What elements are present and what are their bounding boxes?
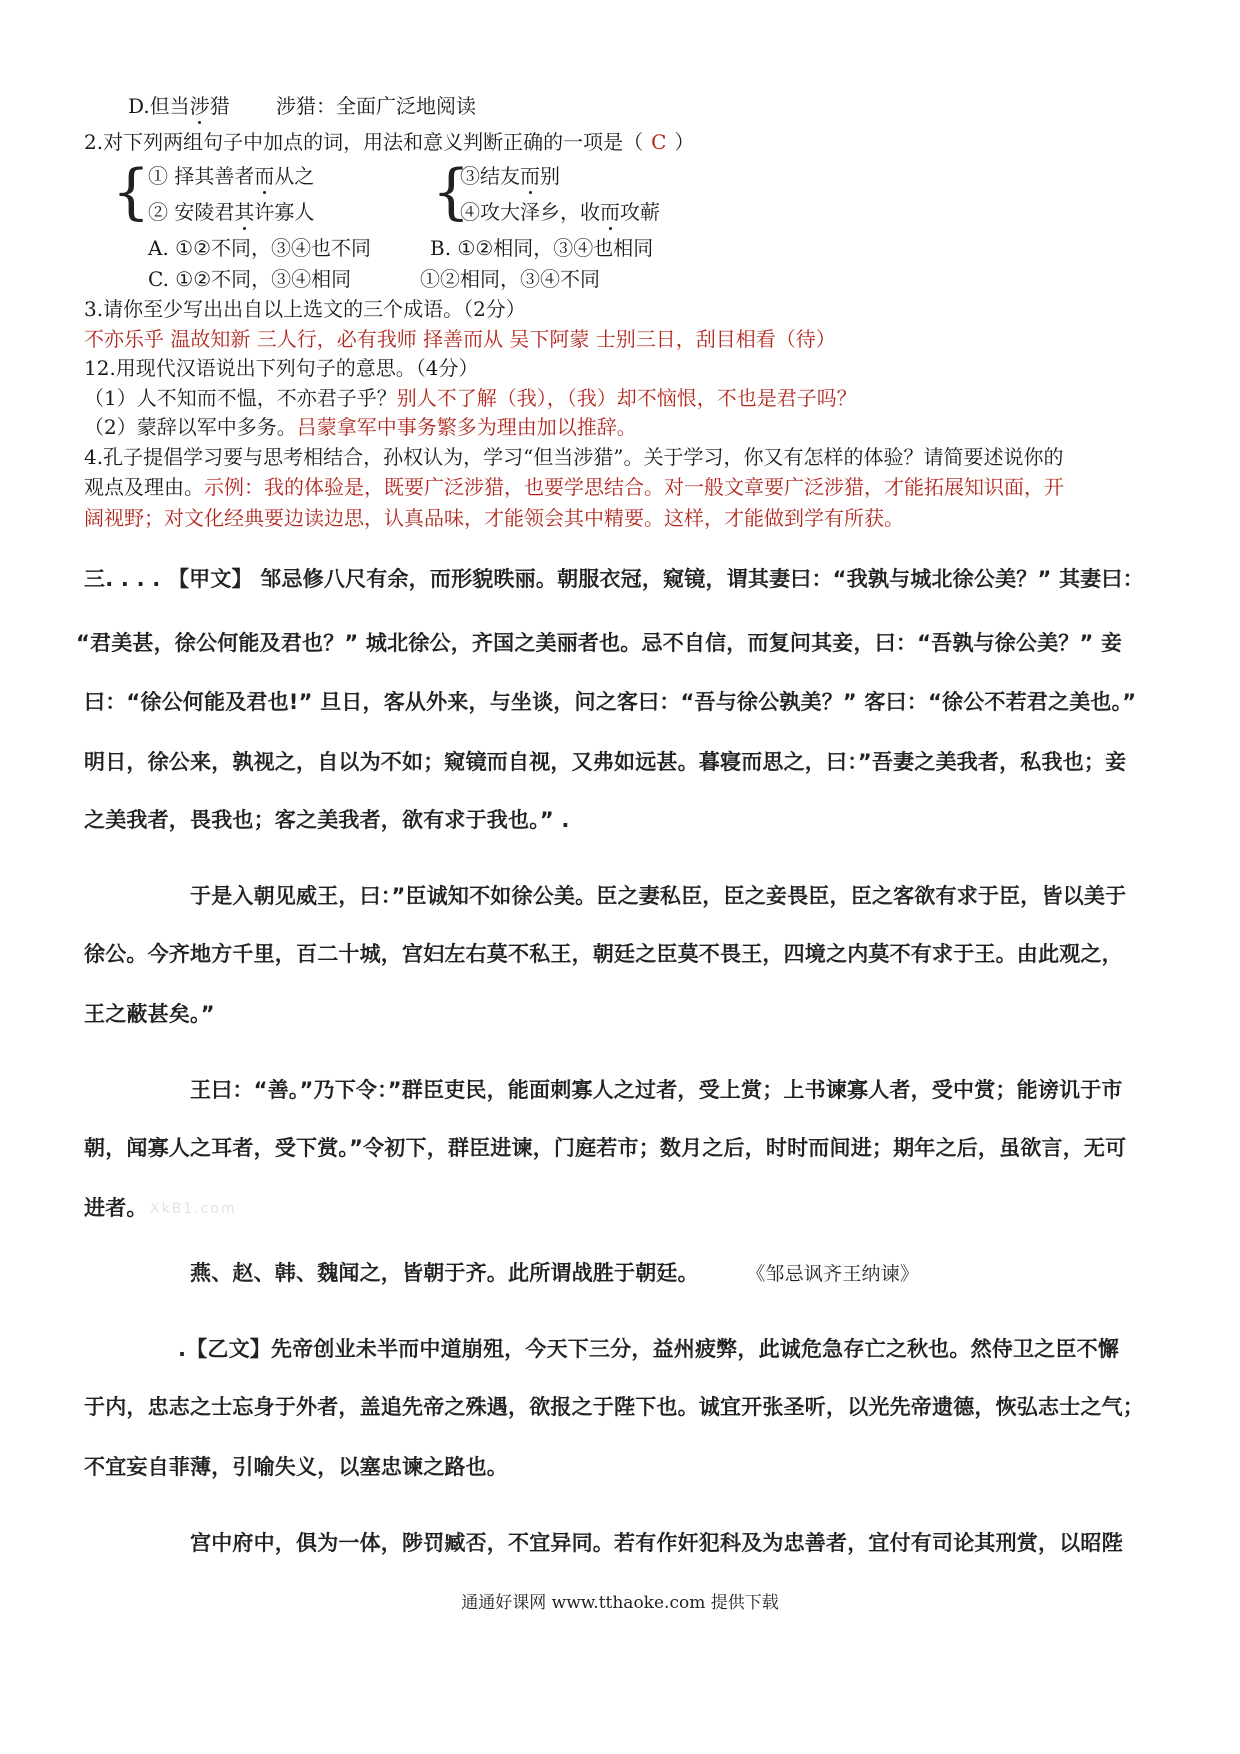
- q2-s1-b: 从之: [274, 164, 315, 188]
- q2-s3-dot: 而: [520, 164, 540, 188]
- q12-l1-question: （1）人不知而不愠，不亦君子乎？: [84, 386, 397, 410]
- q2-option-c: C. ①②不同，③④相同: [148, 267, 352, 291]
- q12-l2-answer: 吕蒙拿军中事务繁多为理由加以推辞。: [296, 415, 637, 439]
- q1-d-dotted-char: 涉: [189, 94, 210, 118]
- q1-d-text-b: 猎: [209, 94, 230, 118]
- q1-d-gloss: 涉猎：全面广泛地阅读: [276, 94, 477, 118]
- q4-l2-answer: 示例：我的体验是，既要广泛涉猎，也要学思结合。对一般文章要广泛涉猎，才能拓展知识面，开: [204, 475, 1064, 499]
- watermark: XkB1.com: [150, 1201, 237, 1217]
- sec3-p2-line-3: 王之蔽甚矣。”: [84, 1002, 215, 1026]
- q3-answer: 不亦乐乎 温故知新 三人行，必有我师 择善而从 吴下阿蒙 士别三日，刮目相看（待）: [84, 327, 836, 351]
- sec3-p3-line-3: 进者。: [84, 1196, 148, 1220]
- q2-stem: [84, 130, 694, 154]
- q2-sentence-3: [460, 164, 560, 188]
- sec3-jia-line-2: “君美甚，徐公何能及君也？” 城北徐公，齐国之美丽者也。忌不自信，而复问其妾，曰：“吾孰与徐公美？” 妾: [76, 631, 1123, 655]
- q4-l2-text: 观点及理由。: [84, 475, 204, 499]
- q2-stem-text: 2.对下列两组句子中加点的词，用法和意义判断正确的一项是（: [84, 130, 644, 154]
- page-footer: 通通好课网 www.tthaoke.com 提供下载: [461, 1593, 779, 1613]
- q1-d-text-a: D.但当: [128, 94, 190, 118]
- q2-s3-a: ③结友: [460, 164, 520, 188]
- q2-s3-b: 别: [540, 164, 560, 188]
- q2-answer: C: [651, 130, 667, 154]
- q2-stem-end: ）: [674, 130, 695, 154]
- q4-line-3: 阔视野；对文化经典要边读边思，认真品味，才能领会其中精要。这样，才能做到学有所获。: [84, 506, 904, 530]
- q2-s4-a: ④攻大泽乡，收: [460, 200, 600, 224]
- q2-option-b: B. ①②相同，③④也相同: [430, 236, 654, 260]
- sec3-yi-p2: 宫中府中，俱为一体，陟罚臧否，不宜异同。若有作奸犯科及为忠善者，宜付有司论其刑赏，以昭陛: [190, 1531, 1123, 1555]
- sec3-p3-line-2: 朝，闻寡人之耳者，受下赏。”令初下，群臣进谏，门庭若市；数月之后，时时而间进；期年之后，虽欲言，无可: [84, 1136, 1127, 1160]
- q2-sentence-2: [148, 200, 314, 224]
- q4-line-2: [84, 475, 1064, 499]
- q2-option-d: ①②相同，③④不同: [420, 267, 600, 291]
- q4-line-1: 4.孔子提倡学习要与思考相结合，孙权认为，学习“但当涉猎”。关于学习，你又有怎样的体验？请简要述说你的: [84, 445, 1064, 469]
- q2-s4-dot: 而: [600, 200, 620, 224]
- sec3-jia-line-3: 曰：“徐公何能及君也!” 旦日，客从外来，与坐谈，问之客曰：“吾与徐公孰美？” 客曰：“徐公不若君之美也。”: [84, 690, 1137, 714]
- q3-stem: 3.请你至少写出出自以上选文的三个成语。（2分）: [84, 297, 526, 321]
- sec3-jia-line-4: 明日，徐公来，孰视之，自以为不如；窥镜而自视，又弗如远甚。暮寝而思之，曰：”吾妻之美我者，私我也；妾: [84, 750, 1127, 774]
- q12-line-1: [84, 386, 857, 410]
- sec3-yi-line-1: .【乙文】先帝创业未半而中道崩殂，今天下三分，益州疲弊，此诚危急存亡之秋也。然侍卫之臣不懈: [178, 1337, 1119, 1361]
- q2-s2-a: ② 安陵君: [148, 200, 235, 224]
- sec3-jia-line-5: 之美我者，畏我也；客之美我者，欲有求于我也。” .: [84, 808, 570, 832]
- sec3-p3-line-1: 王曰：“善。”乃下令：”群臣吏民，能面刺寡人之过者，受上赏；上书谏寡人者，受中赏；能谤讥于市: [190, 1078, 1123, 1102]
- sec3-p4: [190, 1261, 919, 1286]
- q2-option-a: A. ①②不同，③④也不同: [148, 236, 372, 260]
- q12-line-2: [84, 415, 637, 439]
- q2-sentence-1: [148, 164, 314, 188]
- sec3-p4-text: 燕、赵、韩、魏闻之，皆朝于齐。此所谓战胜于朝廷。: [190, 1261, 699, 1285]
- q2-sentence-4: [460, 200, 660, 224]
- q1-option-d: [128, 94, 476, 118]
- sec3-yi-line-2: 于内，忠志之士忘身于外者，盖追先帝之殊遇，欲报之于陛下也。诚宜开张圣听，以光先帝遗德，恢弘志士之气；: [84, 1395, 1144, 1419]
- q12-stem: 12.用现代汉语说出下列句子的意思。（4分）: [84, 356, 479, 380]
- sec3-jia-line-1: 三. . . . 【甲文】 邹忌修八尺有余，而形貌昳丽。朝服衣冠，窥镜，谓其妻曰：“我孰与城北徐公美？” 其妻曰：: [84, 567, 1144, 591]
- sec3-yi-line-3: 不宜妄自菲薄，引喻失义，以塞忠谏之路也。: [84, 1455, 508, 1479]
- q2-s4-b: 攻蕲: [620, 200, 660, 224]
- left-brace: {: [112, 157, 151, 227]
- q12-l1-answer: 别人不了解（我），（我）却不恼恨，不也是君子吗？: [396, 386, 857, 410]
- q2-s2-b: 许寡人: [254, 200, 315, 224]
- q2-s1-a: ① 择其善者: [148, 164, 255, 188]
- sec3-p4-source: 《邹忌讽齐王纳谏》: [746, 1263, 920, 1285]
- q12-l2-question: （2）蒙辞以军中多务。: [84, 415, 297, 439]
- sec3-p2-line-2: 徐公。今齐地方千里，百二十城，宫妇左右莫不私王，朝廷之臣莫不畏王，四境之内莫不有求于王。由此观之，: [84, 942, 1123, 966]
- q2-s1-dot: 而: [254, 164, 275, 188]
- sec3-p2-line-1: 于是入朝见威王，曰：”臣诚知不如徐公美。臣之妻私臣，臣之妾畏臣，臣之客欲有求于臣，皆以美于: [190, 884, 1127, 908]
- q2-s2-dot: 其: [234, 200, 255, 224]
- right-group-brace: {: [432, 157, 471, 227]
